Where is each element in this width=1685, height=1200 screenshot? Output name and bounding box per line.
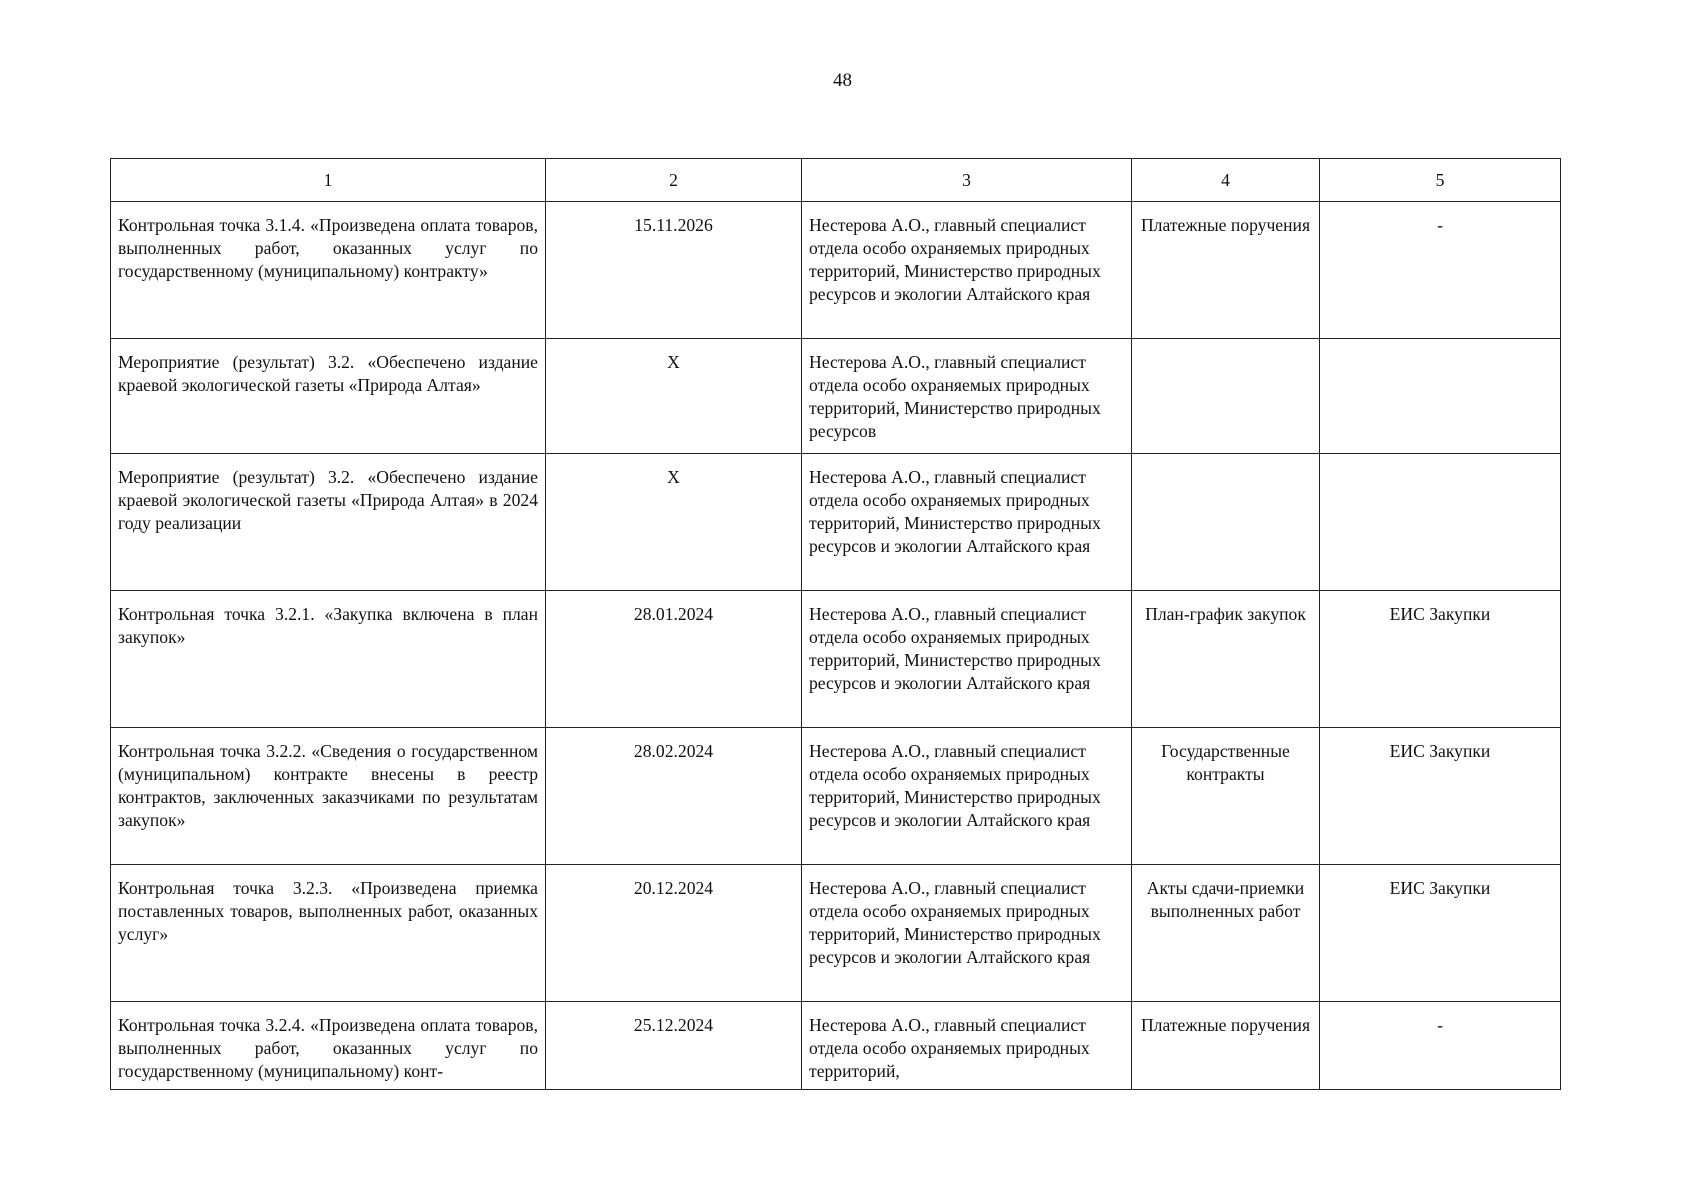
header-cell: 3 <box>802 159 1132 202</box>
page-number: 48 <box>833 70 852 91</box>
event-name-cell: Контрольная точка 3.2.2. «Сведения о государственном (муниципальном) контракте внесены в реестр контрактов, заключенных заказчиками по результатам закупок» <box>111 728 546 865</box>
date-cell: 25.12.2024 <box>546 1002 802 1090</box>
date-cell: X <box>546 339 802 454</box>
document-cell: Платежные поручения <box>1132 1002 1320 1090</box>
document-cell: Акты сдачи-приемки выполненных работ <box>1132 865 1320 1002</box>
plan-table <box>110 158 1561 1090</box>
document-cell: Платежные поручения <box>1132 202 1320 339</box>
document-cell <box>1132 339 1320 454</box>
document-cell: План-график закупок <box>1132 591 1320 728</box>
table-row <box>111 591 1561 728</box>
responsible-cell: Нестерова А.О., главный специалист отдела особо охраняемых природных территорий, Министерство природных ресурсов и экологии Алтайского края <box>802 202 1132 339</box>
event-name-cell: Контрольная точка 3.1.4. «Произведена оплата товаров, выполненных работ, оказанных услуг по государственному (муниципальному) контракту» <box>111 202 546 339</box>
responsible-cell: Нестерова А.О., главный специалист отдела особо охраняемых природных территорий, Министерство природных ресурсов <box>802 339 1132 454</box>
table-row <box>111 728 1561 865</box>
header-cell: 5 <box>1320 159 1561 202</box>
table-row <box>111 339 1561 454</box>
responsible-cell: Нестерова А.О., главный специалист отдела особо охраняемых природных территорий, Министерство природных ресурсов и экологии Алтайского края <box>802 454 1132 591</box>
event-name-cell: Мероприятие (результат) 3.2. «Обеспечено издание краевой экологической газеты «Природа Алтая» <box>111 339 546 454</box>
system-cell: ЕИС Закупки <box>1320 865 1561 1002</box>
responsible-cell: Нестерова А.О., главный специалист отдела особо охраняемых природных территорий, Министерство природных ресурсов и экологии Алтайского края <box>802 591 1132 728</box>
system-cell <box>1320 339 1561 454</box>
responsible-cell: Нестерова А.О., главный специалист отдела особо охраняемых природных территорий, Министерство природных ресурсов и экологии Алтайского края <box>802 865 1132 1002</box>
header-row <box>111 159 1561 202</box>
date-cell: X <box>546 454 802 591</box>
date-cell: 28.02.2024 <box>546 728 802 865</box>
date-cell: 20.12.2024 <box>546 865 802 1002</box>
event-name-cell: Контрольная точка 3.2.1. «Закупка включена в план закупок» <box>111 591 546 728</box>
responsible-cell: Нестерова А.О., главный специалист отдела особо охраняемых природных территорий, Министерство природных ресурсов и экологии Алтайского края <box>802 728 1132 865</box>
event-name-cell: Контрольная точка 3.2.3. «Произведена приемка поставленных товаров, выполненных работ, оказанных услуг» <box>111 865 546 1002</box>
header-cell: 4 <box>1132 159 1320 202</box>
system-cell: ЕИС Закупки <box>1320 728 1561 865</box>
system-cell: - <box>1320 202 1561 339</box>
event-name-cell: Мероприятие (результат) 3.2. «Обеспечено издание краевой экологической газеты «Природа Алтая» в 2024 году реализации <box>111 454 546 591</box>
table-row <box>111 1002 1561 1090</box>
header-cell: 1 <box>111 159 546 202</box>
document-cell <box>1132 454 1320 591</box>
system-cell: - <box>1320 1002 1561 1090</box>
table-row <box>111 865 1561 1002</box>
responsible-cell: Нестерова А.О., главный специалист отдела особо охраняемых природных территорий, <box>802 1002 1132 1090</box>
table-row <box>111 202 1561 339</box>
system-cell <box>1320 454 1561 591</box>
date-cell: 15.11.2026 <box>546 202 802 339</box>
event-name-cell: Контрольная точка 3.2.4. «Произведена оплата товаров, выполненных работ, оказанных услуг по государственному (муниципальному) конт- <box>111 1002 546 1090</box>
header-cell: 2 <box>546 159 802 202</box>
table-row <box>111 454 1561 591</box>
date-cell: 28.01.2024 <box>546 591 802 728</box>
document-cell: Государственные контракты <box>1132 728 1320 865</box>
system-cell: ЕИС Закупки <box>1320 591 1561 728</box>
